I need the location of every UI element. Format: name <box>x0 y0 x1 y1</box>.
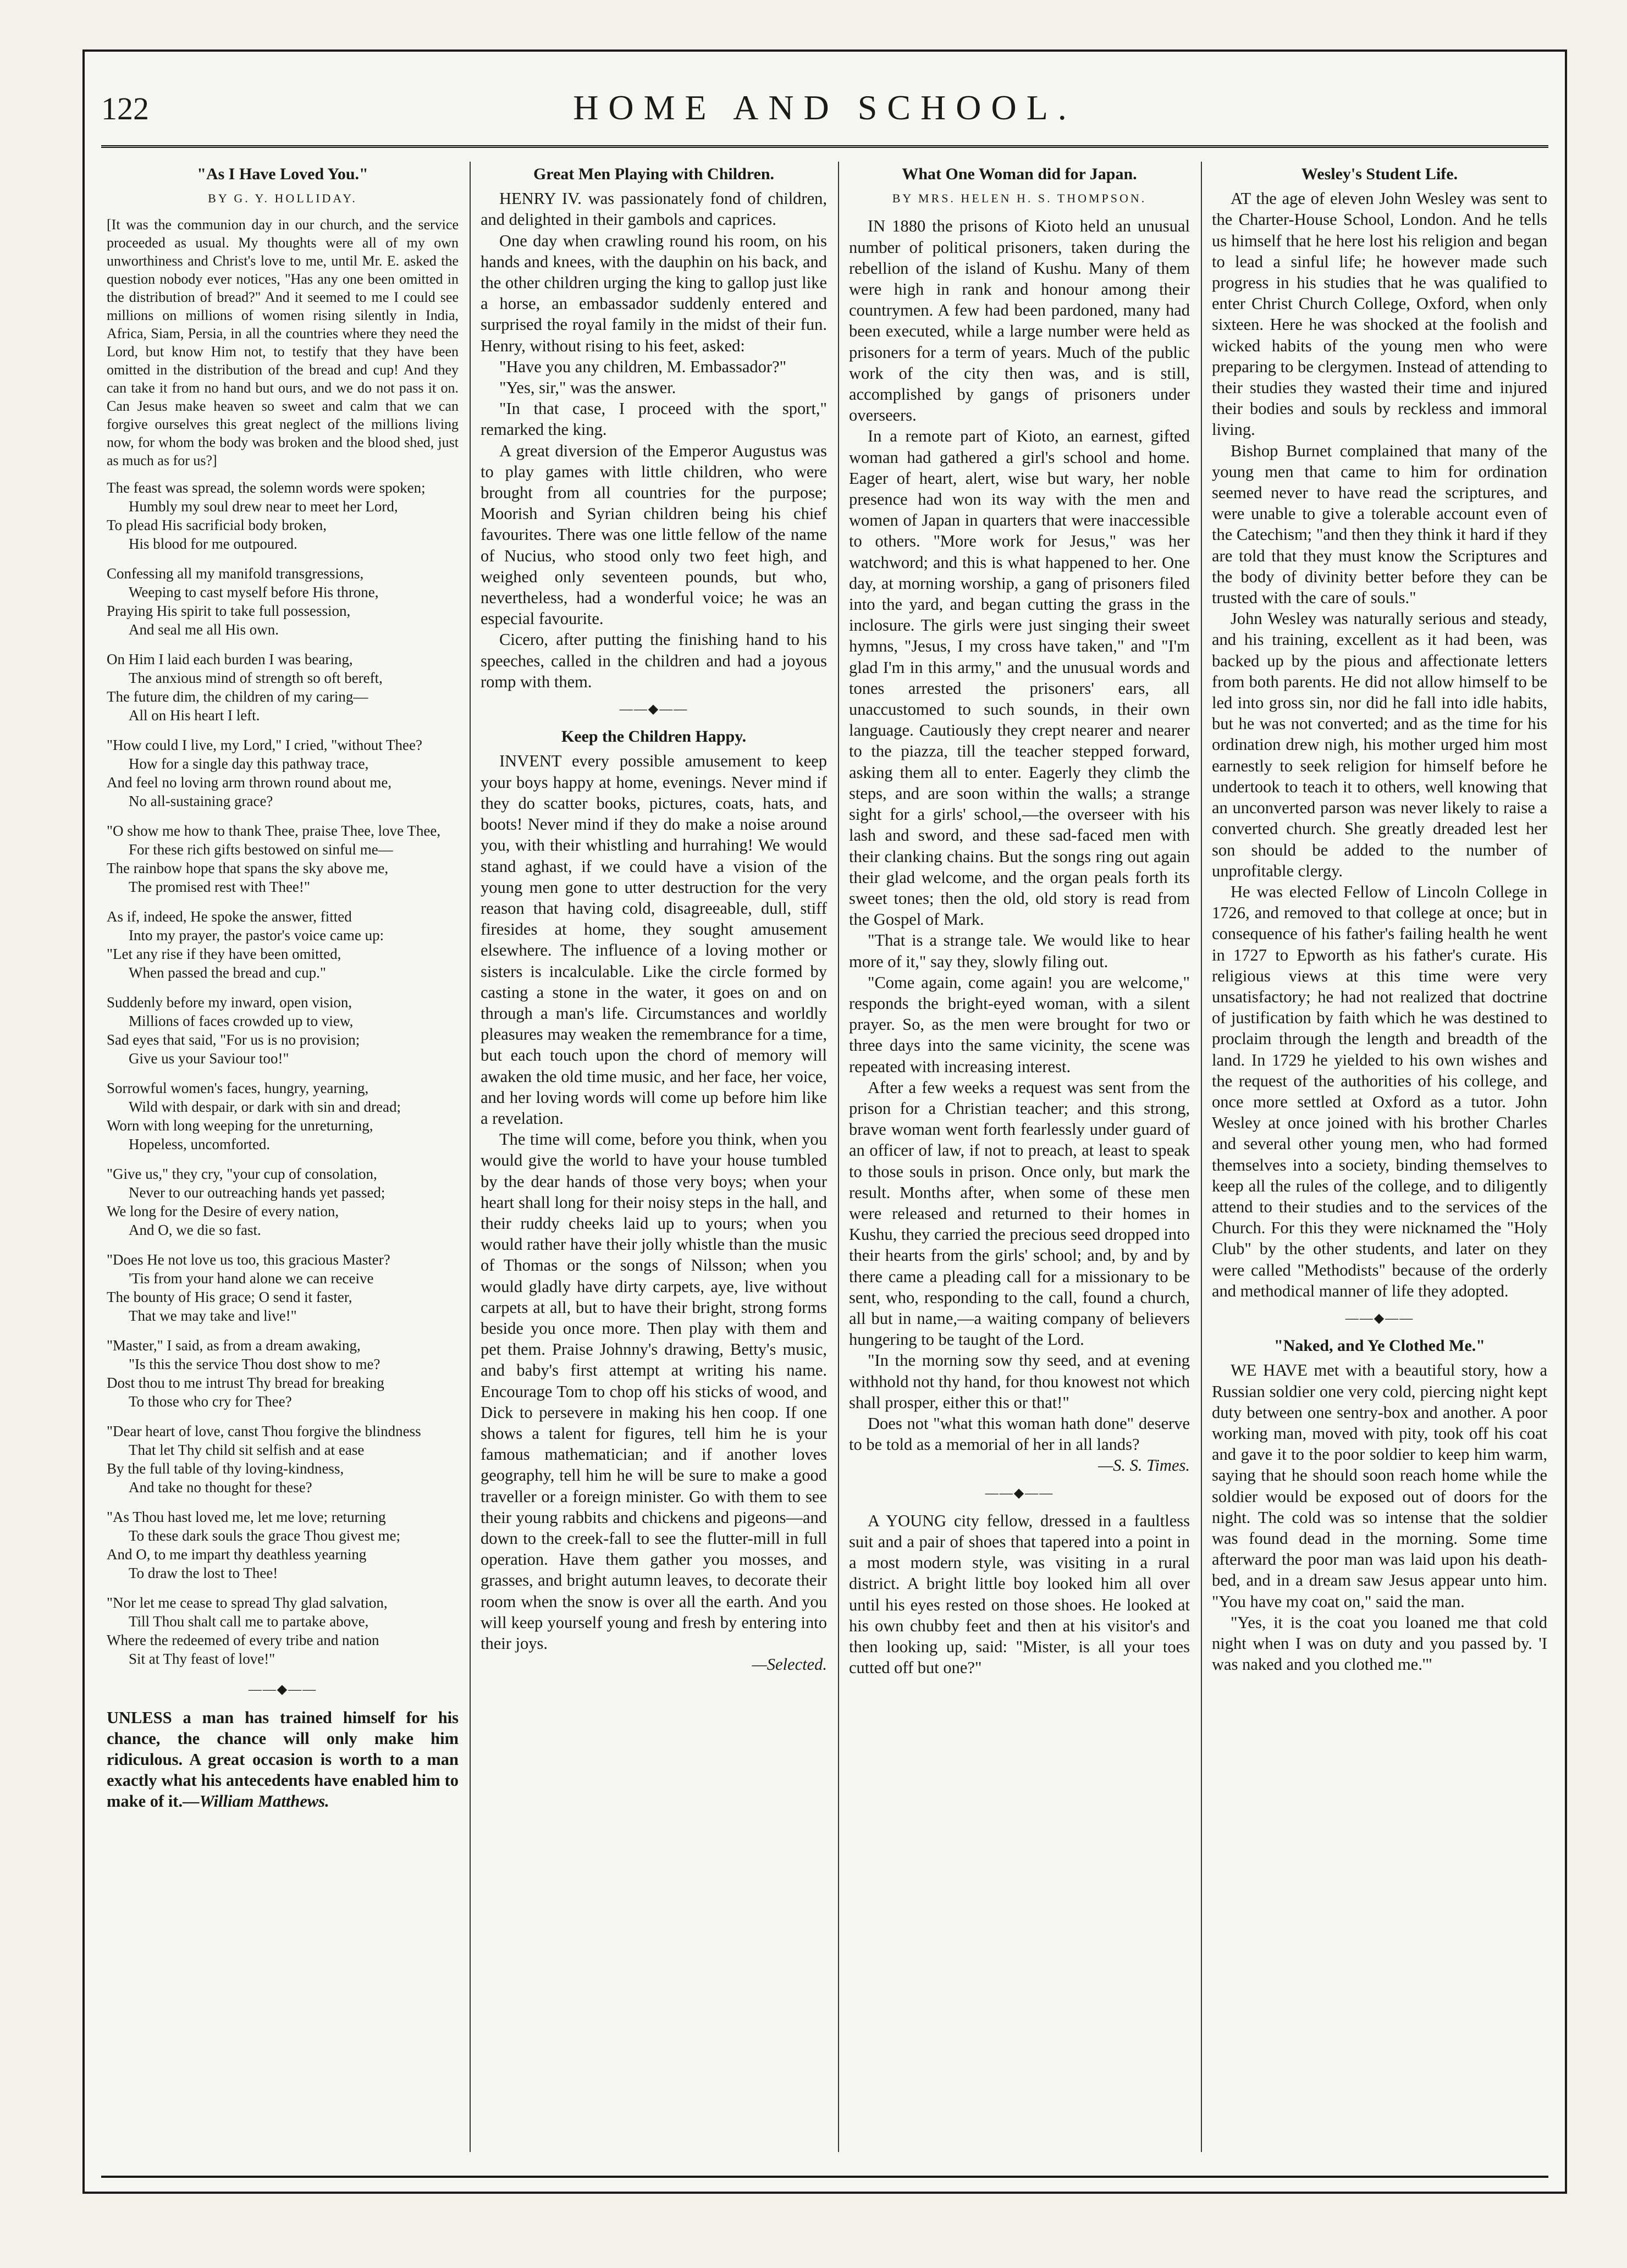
column-3 <box>849 162 1190 2152</box>
paragraph: In a remote part of Kioto, an earnest, gifted woman had gathered a girl's school and home. Eager of heart, alert, wise but wary, her noble presence had won its way with the men and women of Japan in quarters that were inaccessible to others. "More work for Jesus," was her watchword; and this is what happened to her. One day, at morning worship, a gang of prisoners filed into the yard, and began cutting the grass in the inclosure. The girls were just singing their sweet hymns, "Jesus, I my cross have taken," and "I'm glad I'm in this army," and the unusual words and tones arrested the prisoners' ears, all unaccustomed to such sounds, in their own language. Cautiously they crept nearer and nearer to the piazza, till the teacher stepped forward, asking them all to enter. Eagerly they climb the steps, and are soon within the walls; a strange sight for a girls' school,—the overseer with his lash and sword, and these sad-faced men with their clanking chains. But the songs ring out again their glad welcome, and the organ peals forth its sweet tones; then the old, old story is read from the Gospel of Mark. <box>849 427 1190 929</box>
poem-stanza <box>107 1336 459 1411</box>
poem-line: That we may take and live!" <box>129 1307 297 1325</box>
article-title: Keep the Children Happy. <box>561 727 747 746</box>
poem-line: Praying His spirit to take full possession, <box>107 603 351 620</box>
poem-line: And feel no loving arm thrown round about me, <box>107 774 392 791</box>
poem-stanza <box>107 736 459 810</box>
column-rule <box>838 162 839 2152</box>
poem-line: Till Thou shalt call me to partake above, <box>129 1613 369 1630</box>
paragraph: Bishop Burnet complained that many of the young men that came to him for ordination seemed never to have read the scriptures, and were unable to give a tolerable account even of the Catechism; "and then they think it hard if they are told that they must know the Scriptures and the body of divinity better before they can be trusted with the care of souls." <box>1212 441 1547 608</box>
article-byline: BY G. Y. HOLLIDAY. <box>208 191 357 206</box>
poem-line: 'Tis from your hand alone we can receive <box>129 1270 374 1287</box>
page-footer-rule <box>101 2176 1548 2178</box>
article-title: "As I Have Loved You." <box>197 165 368 183</box>
paragraph: INVENT every possible amusement to keep your boys happy at home, evenings. Never mind if they do scatter books, pictures, coats, hats, and boots! Never mind if they do make a noise around you, with their whistling and hurrahing! We would stand aghast, if we could have a vision of the young men gone to utter destruction for the very reason that having cold, disagreeable, dull, stiff firesides at home, they sought amusement elsewhere. The influence of a loving mother or sisters is incalculable. Like the circle formed by casting a stone in the water, it goes on and on through a man's life. Circumstances and worldly pleasures may weaken the remembrance for a time, but each touch upon the chord of memory will awaken the old time music, and her face, her voice, and her loving words will come up before him like a revelation. <box>481 752 827 1128</box>
column-1 <box>107 162 459 2152</box>
poem-stanza <box>107 1165 459 1239</box>
poem-line: The promised rest with Thee!" <box>129 879 310 896</box>
divider-ornament: ——◆—— <box>1345 1311 1414 1326</box>
paragraph: The time will come, before you think, when you would give the world to have your house tumbled by the dear hands of those very boys; when your heart shall long for their noisy steps in the hall, and their ruddy cheeks laid up to yours; when you would rather have their jolly whistle than the music of Thomas or the songs of Nilsson; when you would gladly have dirty carpets, aye, live without carpets at all, but to have their bright, strong forms beside you once more. Then play with them and pet them. Praise Johnny's drawing, Betty's music, and baby's first attempt at writing his name. Encourage Tom to chop off his sticks of wood, and Dick to persevere in making his hen coop. If one shows a talent for figures, tell him he is your famous mathematician; and if another loves geography, tell him he will be sure to make a good traveller or a foreign minister. Go with them to see their young rabbits and chickens and pigeons—and down to the creek-fall to see the flutter-mill in full operation. Have them gather you mosses, and grasses, and bright autumn leaves, to decorate their room when the snow is over all the earth. And you will keep yourself young and fresh by entering into their joys. <box>481 1130 827 1653</box>
poem-line: "O show me how to thank Thee, praise Thee, love Thee, <box>107 823 441 840</box>
poem-line: Never to our outreaching hands yet passed; <box>129 1184 385 1201</box>
article-body <box>1212 188 1547 1301</box>
poem-line: Hopeless, uncomforted. <box>129 1136 271 1153</box>
column-4 <box>1212 162 1547 2152</box>
page-number: 122 <box>101 91 149 126</box>
poem-line: Sad eyes that said, "For us is no provision; <box>107 1031 360 1049</box>
poem-line: Give us your Saviour too!" <box>129 1050 289 1067</box>
article-signature: —Selected. <box>752 1655 827 1674</box>
poem-line: To those who cry for Thee? <box>129 1393 292 1410</box>
article-body <box>849 216 1190 1455</box>
poem-line: Where the redeemed of every tribe and nation <box>107 1632 379 1649</box>
paragraph: "Yes, sir," was the answer. <box>499 378 676 398</box>
paragraph: "That is a strange tale. We would like to hear more of it," say they, slowly filing out. <box>849 931 1190 971</box>
article-title: What One Woman did for Japan. <box>902 165 1137 183</box>
paragraph: A great diversion of the Emperor Augustus was to play games with little children, who were brought from all countries for the purpose; Moorish and Syrian children being his chief favourites. There was one little fellow of the name of Nucius, who stood only two feet high, and weighed only seventeen pounds, but who, nevertheless, had a wonderful voice; he was an especial favourite. <box>481 441 827 628</box>
poem-line: The bounty of His grace; O send it faster, <box>107 1289 352 1306</box>
paragraph: "Come again, come again! you are welcome," responds the bright-eyed woman, with a silent prayer. So, as the men were brought for two or three days into the same vicinity, the scene was repeated with increasing interest. <box>849 973 1190 1076</box>
poem-line: "As Thou hast loved me, let me love; returning <box>107 1509 386 1526</box>
poem <box>107 478 459 1668</box>
poem-line: We long for the Desire of every nation, <box>107 1203 339 1220</box>
poem-line: To these dark souls the grace Thou givest me; <box>129 1527 400 1544</box>
paragraph: IN 1880 the prisons of Kioto held an unusual number of political prisoners, taken during the rebellion of the island of Kushu. Many of them were high in rank and honour among their countrymen. A few had been pardoned, many had been executed, while a large number were held as prisoners for a term of years. Much of the public work of the city then was, and is still, accomplished by gangs of prisoners under overseers. <box>849 217 1190 425</box>
paragraph: "Yes, it is the coat you loaned me that cold night when I was on duty and you passed by. 'I was naked and you clothed me.'" <box>1212 1613 1547 1674</box>
poem-line: When passed the bread and cup." <box>129 964 326 981</box>
poem-stanza <box>107 478 459 553</box>
article-body <box>481 188 827 692</box>
poem-line: Sit at Thy feast of love!" <box>129 1651 275 1668</box>
paragraph: HENRY IV. was passionately fond of children, and delighted in their gambols and caprices. <box>481 189 827 229</box>
poem-line: "Does He not love us too, this gracious Master? <box>107 1251 390 1268</box>
poem-line: For these rich gifts bestowed on sinful me— <box>129 841 393 858</box>
paragraph: Cicero, after putting the finishing hand to his speeches, called in the children and had a joyous romp with them. <box>481 630 827 691</box>
article-byline: BY MRS. HELEN H. S. THOMPSON. <box>892 191 1147 206</box>
poem-line: The feast was spread, the solemn words were spoken; <box>107 479 426 496</box>
paragraph: "Have you any children, M. Embassador?" <box>499 357 787 376</box>
poem-line: "How could I live, my Lord," I cried, "without Thee? <box>107 737 422 754</box>
poem-stanza <box>107 993 459 1068</box>
divider-ornament: ——◆—— <box>985 1486 1054 1500</box>
poem-line: By the full table of thy loving-kindness, <box>107 1460 344 1477</box>
poem-stanza <box>107 907 459 982</box>
masthead: HOME AND SCHOOL. <box>573 88 1077 127</box>
anecdote-paragraph: A YOUNG city fellow, dressed in a faultless suit and a pair of shoes that tapered into a point in a most modern style, was visiting in a rural district. A bright little boy looked him all over until his eyes rested on those shoes. He looked at his own chubby feet and then at his visitor's and then looking up, said: "Mister, is all your toes cutted off but one?" <box>849 1511 1190 1677</box>
poem-stanza <box>107 1508 459 1582</box>
poem-line: Sorrowful women's faces, hungry, yearning, <box>107 1080 369 1097</box>
poem-stanza <box>107 564 459 639</box>
poem-line: "Master," I said, as from a dream awaking, <box>107 1337 361 1354</box>
poem-line: "Dear heart of love, canst Thou forgive the blindness <box>107 1423 421 1440</box>
newspaper-page <box>82 49 1567 2194</box>
paragraph: John Wesley was naturally serious and steady, and his training, excellent as it had been, was backed up by the pious and affectionate letters from both parents. He did not allow himself to be led into gross sin, nor did he fall into idle habits, but he was not converted; and as the time for his ordination drew nigh, his mother urged him most earnestly to seek religion for himself before he undertook to teach it to others, well knowing that an unconverted parson was never likely to raise a converted church. She greatly dreaded lest her son should be added to the number of unprofitable clergy. <box>1212 609 1547 880</box>
paragraph: After a few weeks a request was sent from the prison for a Christian teacher; and this strong, brave woman went forth fearlessly under guard of an officer of law, if not to preach, at least to speak to those souls in prison. Once only, but mark the result. Months after, when some of these men were released and returned to their homes in Kushu, they carried the precious seed dropped into their hearts from the girls' school; and, by and by there came a pleading call for a missionary to be sent, who, responding to the call, found a church, all but in name,—a waiting company of believers hungering to be taught of the Lord. <box>849 1078 1190 1349</box>
poem-line: "Nor let me cease to spread Thy glad salvation, <box>107 1594 388 1612</box>
poem-line: And take no thought for these? <box>129 1479 312 1496</box>
paragraph: AT the age of eleven John Wesley was sent to the Charter-House School, London. And he tells us himself that he here lost his religion and began to lead a sinful life; he however made such progress in his studies that he was qualified to enter Christ Church College, Oxford, when only sixteen. Here he was shocked at the foolish and wicked habits of the young men who were preparing to be clergymen. Instead of attending to their studies they wasted their time and injured their bodies and souls by reckless and immoral living. <box>1212 189 1547 439</box>
article-body <box>481 751 827 1654</box>
poem-line: The anxious mind of strength so oft bereft, <box>129 670 383 687</box>
poem-line: And O, we die so fast. <box>129 1222 261 1239</box>
poem-stanza <box>107 1079 459 1154</box>
article-title: Wesley's Student Life. <box>1301 165 1458 183</box>
article-signature: —S. S. Times. <box>1098 1456 1190 1475</box>
poem-line: How for a single day this pathway trace, <box>129 755 369 772</box>
poem-line: That let Thy child sit selfish and at ease <box>129 1442 365 1459</box>
poem-line: Wild with despair, or dark with sin and dread; <box>129 1099 401 1116</box>
column-2 <box>481 162 827 2152</box>
poem-line: No all-sustaining grace? <box>129 793 273 810</box>
poem-line: "Let any rise if they have been omitted, <box>107 946 341 963</box>
article-title: "Naked, and Ye Clothed Me." <box>1274 1337 1485 1355</box>
poem-line: "Is this the service Thou dost show to me? <box>129 1356 380 1373</box>
poem-line: And O, to me impart thy deathless yearning <box>107 1546 367 1563</box>
poem-line: To plead His sacrificial body broken, <box>107 517 327 534</box>
poem-line: And seal me all His own. <box>129 621 279 638</box>
poem-line: On Him I laid each burden I was bearing, <box>107 651 353 668</box>
poem-line: Confessing all my manifold transgressions, <box>107 565 364 582</box>
article-title: Great Men Playing with Children. <box>533 165 775 183</box>
poem-intro: [It was the communion day in our church, and the service proceeded as usual. My thoughts were all of my own unworthiness and Christ's love to me, until Mr. E. asked the question nobody ever notices, "Has any one been omitted in the distribution of bread?" And it seemed to me I could see millions on millions of women rising silently in India, Africa, Siam, Persia, in all the countries where they need the Lord, but know Him not, to testify that they have been omitted in the distribution of the bread and cup! And they can take it from no hand but ours, and we do not pass it on. Can Jesus make heaven so sweet and calm that we can forgive ourselves this great neglect of the millions living now, for whom the body was broken and the blood shed, just as much as for us?] <box>107 217 459 469</box>
paragraph: Does not "what this woman hath done" deserve to be told as a memorial of her in all lands? <box>849 1414 1190 1454</box>
poem-line: Suddenly before my inward, open vision, <box>107 994 352 1011</box>
poem-stanza <box>107 650 459 725</box>
poem-stanza <box>107 1593 459 1668</box>
poem-line: Dost thou to me intrust Thy bread for breaking <box>107 1375 384 1392</box>
poem-line: Humbly my soul drew near to meet her Lord, <box>129 498 398 515</box>
poem-line: To draw the lost to Thee! <box>129 1565 278 1582</box>
column-rule <box>1201 162 1202 2152</box>
poem-stanza <box>107 1422 459 1497</box>
poem-line: Worn with long weeping for the unreturning, <box>107 1117 373 1134</box>
page-header <box>101 68 1548 148</box>
poem-line: "Give us," they cry, "your cup of consolation, <box>107 1166 377 1183</box>
poem-line: As if, indeed, He spoke the answer, fitted <box>107 908 352 925</box>
paragraph: WE HAVE met with a beautiful story, how a Russian soldier one very cold, piercing night kept duty between one sentry-box and another. A poor working man, moved with pity, took off his coat and gave it to the poor soldier to keep him warm, saying that he should soon reach home while the soldier would be exposed out of doors for the night. The cold was so intense that the soldier was found dead in the morning. Some time afterward the poor man was laid upon his death-bed, and in a dream saw Jesus appear unto him. "You have my coat on," said the man. <box>1212 1361 1547 1611</box>
closing-paragraph: UNLESS a man has trained himself for his chance, the chance will only make him ridiculous. A great occasion is worth to a man exactly what his antecedents have enabled him to make of it.—William Matthews. <box>107 1708 459 1811</box>
divider-ornament: ——◆—— <box>619 702 688 717</box>
paragraph: He was elected Fellow of Lincoln College in 1726, and removed to that college at once; but in consequence of his father's failing health he went in 1727 to Epworth as his father's curate. His religious views at this time were very unsatisfactory; he had not realized that doctrine of justification by faith which he was destined to proclaim through the length and breadth of the land. In 1729 he yielded to his own wishes and the request of the authorities of his college, and once more settled at Oxford as a tutor. John Wesley at once joined with his brother Charles and several other young men, who had formed themselves into a society, binding themselves to keep all the rules of the college, and to diligently attend to their studies and to the services of the Church. For this they were nicknamed the "Holy Club" by the other students, and later on they were called "Methodists" because of the orderly and methodical manner of life they adopted. <box>1212 882 1547 1300</box>
column-rule <box>470 162 471 2152</box>
poem-stanza <box>107 1250 459 1325</box>
article-body <box>1212 1360 1547 1675</box>
poem-line: All on His heart I left. <box>129 707 260 724</box>
divider-ornament: ——◆—— <box>248 1682 317 1697</box>
paragraph: One day when crawling round his room, on his hands and knees, with the dauphin on his back, and the other children urging the king to gallop just like a horse, an embassador suddenly entered and surprised the royal family in the midst of their fun. Henry, without rising to his feet, asked: <box>481 231 827 355</box>
poem-line: Millions of faces crowded up to view, <box>129 1013 354 1030</box>
poem-stanza <box>107 821 459 896</box>
paragraph: "In the morning sow thy seed, and at evening withhold not thy hand, for thou knowest not which shall prosper, either this or that!" <box>849 1351 1190 1412</box>
paragraph: "In that case, I proceed with the sport," remarked the king. <box>481 399 827 439</box>
poem-line: His blood for me outpoured. <box>129 536 297 553</box>
poem-line: Weeping to cast myself before His throne, <box>129 584 379 601</box>
poem-line: The future dim, the children of my caring— <box>107 688 368 705</box>
poem-line: The rainbow hope that spans the sky above me, <box>107 860 389 877</box>
poem-line: Into my prayer, the pastor's voice came up: <box>129 927 384 944</box>
